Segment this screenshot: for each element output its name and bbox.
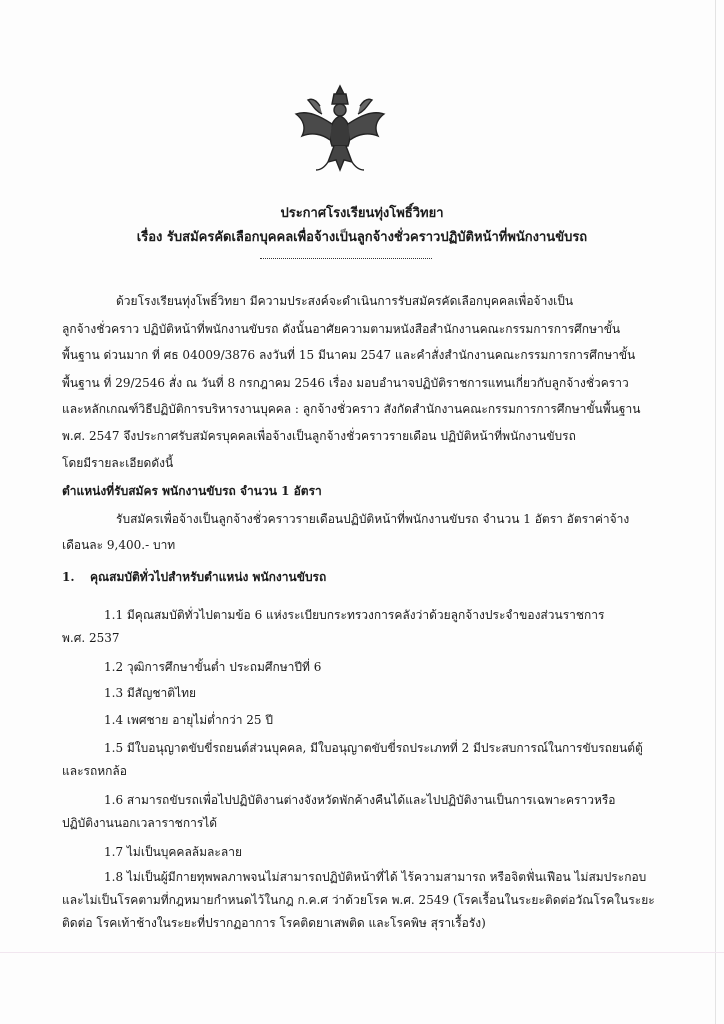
qualification-item: 1.7 ไม่เป็นบุคคลล้มละลาย <box>104 845 242 859</box>
position-heading: ตำแหน่งที่รับสมัคร พนักงานขับรถ จำนวน 1 อัตรา <box>62 484 322 498</box>
qualification-item: 1.5 มีใบอนุญาตขับขี่รถยนต์ส่วนบุคคล, มีใบอนุญาตขับขี่รถประเภทที่ 2 มีประสบการณ์ในการขับรถยนต์ตู้ <box>104 741 643 755</box>
section-heading: คุณสมบัติทั่วไปสำหรับตำแหน่ง พนักงานขับรถ <box>90 570 327 584</box>
qualification-item: 1.4 เพศชาย อายุไม่ต่ำกว่า 25 ปี <box>104 713 273 727</box>
garuda-emblem-icon <box>290 80 390 180</box>
position-line: รับสมัครเพื่อจ้างเป็นลูกจ้างชั่วคราวรายเดือนปฏิบัติหน้าที่พนักงานขับรถ จำนวน 1 อัตรา อัตราค่าจ้าง <box>116 512 630 526</box>
qualification-item-cont: ติดต่อ โรคเท้าช้างในระยะที่ปรากฏอาการ โรคติดยาเสพติด และโรคพิษ สุราเรื้อรัง) <box>62 916 486 930</box>
qualification-item: 1.3 มีสัญชาติไทย <box>104 686 197 700</box>
scan-artifact-line <box>0 952 724 953</box>
qualification-item-cont: และรถหกล้อ <box>62 764 127 778</box>
scan-edge <box>715 0 716 1024</box>
qualification-item: 1.6 สามารถขับรถเพื่อไปปฏิบัติงานต่างจังหวัดพักค้างคืนได้และไปปฏิบัติงานเป็นการเฉพาะคราวหรือ <box>104 793 616 807</box>
position-line: เดือนละ 9,400.- บาท <box>62 538 176 552</box>
qualification-item-cont: และไม่เป็นโรคตามที่กฎหมายกำหนดไว้ในกฎ ก.ค.ศ ว่าด้วยโรค พ.ศ. 2549 (โรคเรื้อนในระยะติดต่อวัณโรคในระยะ <box>62 893 655 907</box>
intro-line: พ.ศ. 2547 จึงประกาศรับสมัครบุคคลเพื่อจ้างเป็นลูกจ้างชั่วคราวรายเดือน ปฏิบัติหน้าที่พนักงานขับรถ <box>62 429 576 443</box>
intro-line: พื้นฐาน ด่วนมาก ที่ ศธ 04009/3876 ลงวันที่ 15 มีนาคม 2547 และคำสั่งสำนักงานคณะกรรมการการศึกษาขั้น <box>62 348 636 362</box>
qualification-item-cont: ปฏิบัติงานนอกเวลาราชการได้ <box>62 816 218 830</box>
dotted-divider <box>260 258 432 259</box>
announcement-title: ประกาศโรงเรียนทุ่งโพธิ์วิทยา <box>280 206 444 221</box>
intro-line: โดยมีรายละเอียดดังนี้ <box>62 456 174 470</box>
announcement-subject: เรื่อง รับสมัครคัดเลือกบุคคลเพื่อจ้างเป็นลูกจ้างชั่วคราวปฏิบัติหน้าที่พนักงานขับรถ <box>136 230 588 245</box>
qualification-item: 1.1 มีคุณสมบัติทั่วไปตามข้อ 6 แห่งระเบียบกระทรวงการคลังว่าด้วยลูกจ้างประจำของส่วนราชการ <box>104 608 605 622</box>
intro-line: ด้วยโรงเรียนทุ่งโพธิ์วิทยา มีความประสงค์จะดำเนินการรับสมัครคัดเลือกบุคคลเพื่อจ้างเป็น <box>116 294 574 308</box>
intro-line: และหลักเกณฑ์วิธีปฏิบัติการบริหารงานบุคคล : ลูกจ้างชั่วคราว สังกัดสำนักงานคณะกรรมการการศึกษาขั้นพื้นฐาน <box>62 402 641 416</box>
section-number: 1. <box>62 570 75 584</box>
intro-line: พื้นฐาน ที่ 29/2546 สั่ง ณ วันที่ 8 กรกฎาคม 2546 เรื่อง มอบอำนาจปฏิบัติราชการแทนเกี่ยวกับลูกจ้างชั่วคราว <box>62 376 629 390</box>
qualification-item: 1.8 ไม่เป็นผู้มีกายทุพพลภาพจนไม่สามารถปฏิบัติหน้าที่ได้ ไร้ความสามารถ หรือจิตฟั่นเฟือน ไม่สมประกอบ <box>104 870 647 884</box>
intro-line: ลูกจ้างชั่วคราว ปฏิบัติหน้าที่พนักงานขับรถ ดังนั้นอาศัยความตามหนังสือสำนักงานคณะกรรมการการศึกษาขั้น <box>62 322 621 336</box>
qualification-item: 1.2 วุฒิการศึกษาขั้นต่ำ ประถมศึกษาปีที่ 6 <box>104 660 322 674</box>
qualification-item-cont: พ.ศ. 2537 <box>62 631 120 645</box>
